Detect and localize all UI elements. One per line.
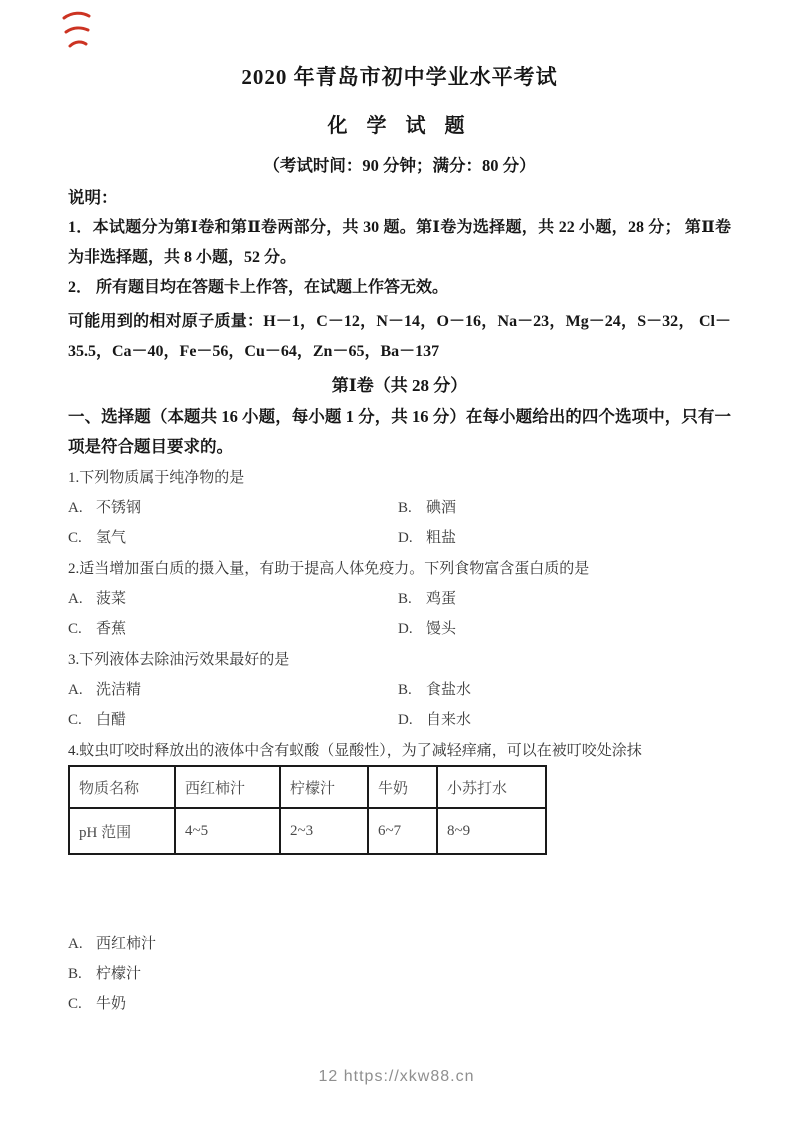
question-2-options — [68, 584, 731, 644]
option-text: 粗盐 — [426, 530, 457, 546]
question-2-stem: 2.适当增加蛋白质的摄入量，有助于提高人体免疫力。下列食物富含蛋白质的是 — [68, 561, 590, 577]
option-label: D. — [398, 621, 413, 637]
option-label: C. — [68, 621, 82, 637]
note-2: 2． 所有题目均在答题卡上作答，在试题上作答无效。 — [68, 279, 449, 296]
option-label: C. — [68, 996, 82, 1012]
option-d — [398, 523, 731, 553]
option-label: D. — [398, 530, 413, 546]
question-3 — [68, 648, 731, 735]
table-cell: 小苏打水 — [437, 766, 546, 808]
atomic-masses-note: 可能用到的相对原子质量：H－1，C－12，N－14，O－16，Na－23，Mg－24，S－32， Cl－35.5，Ca－40，Fe－56，Cu－64，Zn－65，Ba－137 — [68, 313, 731, 360]
table-cell: 柠檬汁 — [280, 766, 368, 808]
question-4-stem: 4.蚊虫叮咬时释放出的液体中含有蚁酸（显酸性），为了减轻痒痛，可以在被叮咬处涂抹 — [68, 743, 642, 759]
question-4 — [68, 739, 731, 1019]
notes-label: 说明： — [68, 188, 118, 207]
option-label: A. — [68, 500, 83, 516]
option-a — [68, 929, 731, 959]
option-c — [68, 523, 398, 553]
red-pen-mark-icon — [58, 6, 96, 52]
question-3-stem: 3.下列液体去除油污效果最好的是 — [68, 652, 290, 668]
option-b — [398, 493, 731, 523]
option-c — [68, 705, 398, 735]
subject-title: 化 学 试 题 — [327, 115, 472, 137]
option-a — [68, 493, 398, 523]
option-b — [68, 959, 731, 989]
option-text: 食盐水 — [426, 682, 472, 698]
option-text: 碘酒 — [426, 500, 457, 516]
option-label: B. — [398, 591, 412, 607]
table-cell: 4~5 — [175, 808, 280, 854]
option-text: 不锈钢 — [96, 500, 142, 516]
option-text: 牛奶 — [96, 996, 127, 1012]
table-cell: 2~3 — [280, 808, 368, 854]
question-1-options — [68, 493, 731, 553]
volume-heading: 第Ⅰ卷（共 28 分） — [331, 376, 468, 395]
exam-meta: （考试时间：90 分钟；满分：80 分） — [263, 156, 536, 175]
option-text: 香蕉 — [96, 621, 127, 637]
ph-table-value-row — [69, 808, 546, 854]
part-heading: 一、选择题（本题共 16 小题，每小题 1 分，共 16 分）在每小题给出的四个选项中，只有一项是符合题目要求的。 — [68, 407, 731, 456]
option-text: 菠菜 — [96, 591, 127, 607]
option-a — [68, 584, 398, 614]
option-c — [68, 614, 398, 644]
option-b — [398, 584, 731, 614]
table-cell: pH 范围 — [69, 808, 175, 854]
question-2 — [68, 557, 731, 644]
option-c — [68, 989, 731, 1019]
question-1-stem: 1.下列物质属于纯净物的是 — [68, 470, 245, 486]
question-3-options — [68, 675, 731, 735]
option-label: D. — [398, 712, 413, 728]
table-cell: 牛奶 — [368, 766, 437, 808]
option-d — [398, 614, 731, 644]
option-text: 洗洁精 — [96, 682, 142, 698]
page-footer: 12 https://xkw88.cn — [318, 1068, 475, 1085]
option-text: 氢气 — [96, 530, 127, 546]
option-label: A. — [68, 682, 83, 698]
table-cell: 6~7 — [368, 808, 437, 854]
option-text: 自来水 — [426, 712, 472, 728]
option-label: C. — [68, 712, 82, 728]
option-label: A. — [68, 936, 83, 952]
question-1 — [68, 466, 731, 553]
option-a — [68, 675, 398, 705]
option-label: B. — [68, 966, 82, 982]
option-label: C. — [68, 530, 82, 546]
option-text: 鸡蛋 — [426, 591, 457, 607]
option-label: B. — [398, 682, 412, 698]
option-text: 白醋 — [96, 712, 127, 728]
option-label: B. — [398, 500, 412, 516]
question-4-options — [68, 929, 731, 1019]
option-text: 馒头 — [426, 621, 457, 637]
table-cell: 8~9 — [437, 808, 546, 854]
table-cell: 物质名称 — [69, 766, 175, 808]
exam-title: 2020 年青岛市初中学业水平考试 — [241, 65, 558, 89]
option-text: 柠檬汁 — [96, 966, 142, 982]
option-text: 西红柿汁 — [96, 936, 157, 952]
option-d — [398, 705, 731, 735]
option-label: A. — [68, 591, 83, 607]
table-cell: 西红柿汁 — [175, 766, 280, 808]
note-1: 1．本试题分为第Ⅰ卷和第Ⅱ卷两部分，共 30 题。第Ⅰ卷为选择题，共 22 小题，28 分； 第Ⅱ卷为非选择题，共 8 小题，52 分。 — [68, 219, 731, 266]
option-b — [398, 675, 731, 705]
ph-table-header-row — [69, 766, 546, 808]
ph-table — [68, 765, 547, 855]
